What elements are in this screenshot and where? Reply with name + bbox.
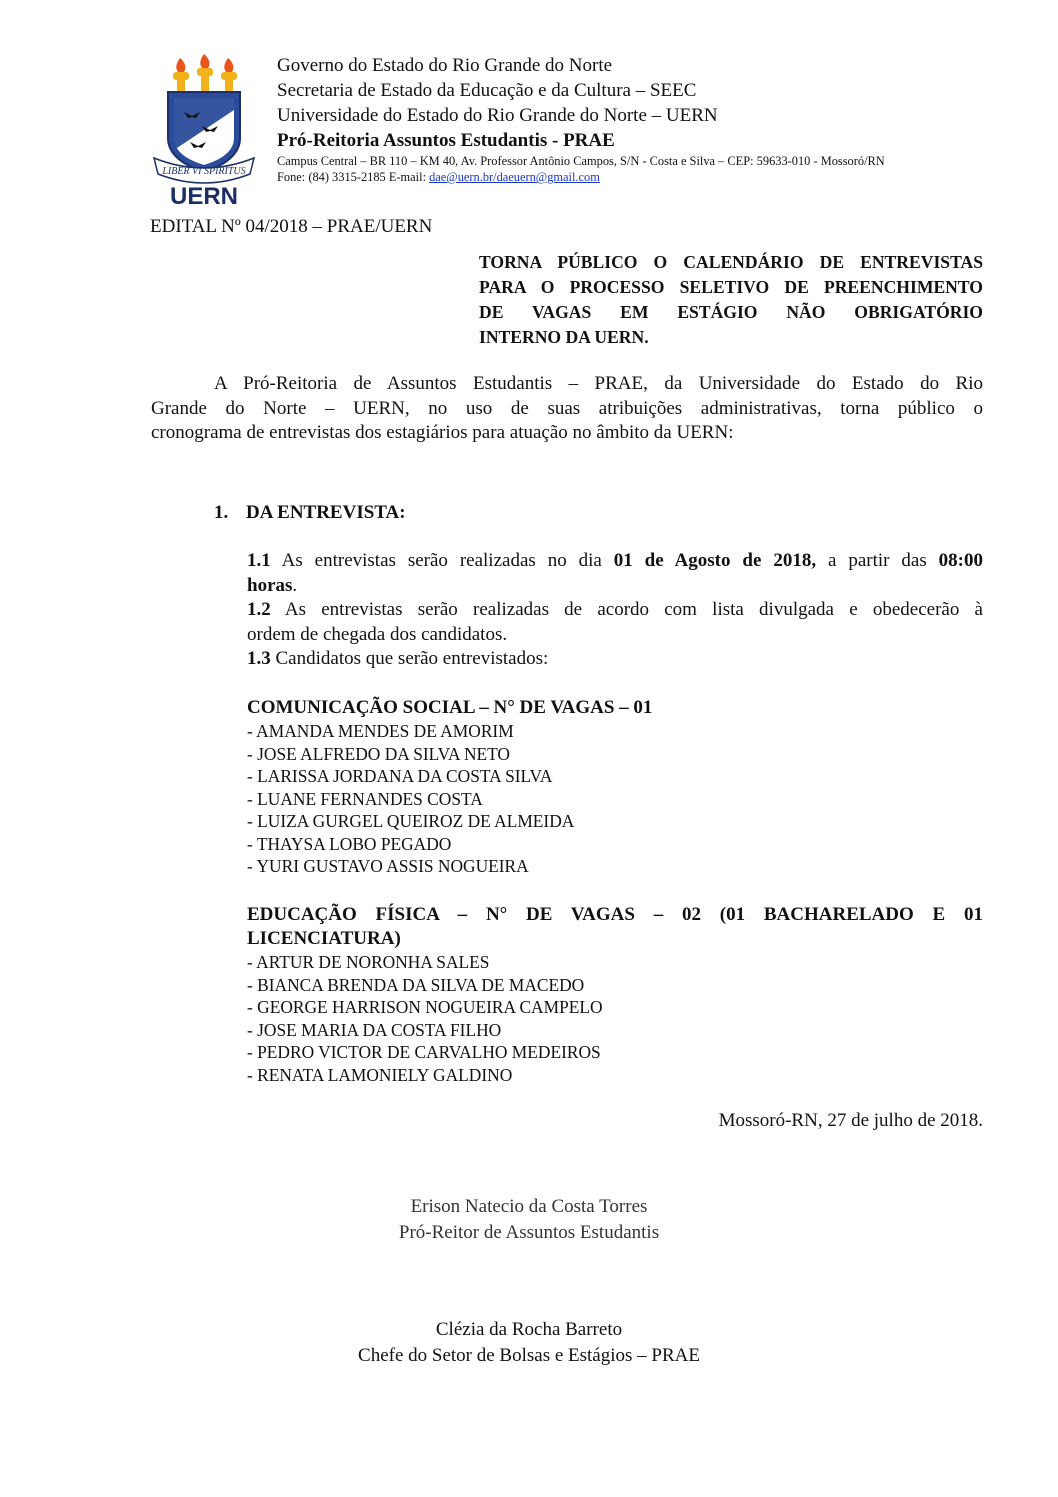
item-number: 1.1 bbox=[247, 550, 271, 571]
header-secretariat: Secretaria de Estado da Educação e da Cultura – SEEC bbox=[277, 80, 697, 101]
svg-text:UERN: UERN bbox=[169, 183, 239, 208]
candidate-name: - JOSE MARIA DA COSTA FILHO bbox=[247, 1019, 502, 1040]
candidate-name: - LARISSA JORDANA DA COSTA SILVA bbox=[247, 766, 553, 786]
candidate-name: - RENATA LAMONIELY GALDINO bbox=[247, 1064, 513, 1085]
candidate-name: - THAYSA LOBO PEGADO bbox=[247, 833, 452, 854]
header-government: Governo do Estado do Rio Grande do Norte bbox=[277, 55, 613, 76]
signatory-role: Chefe do Setor de Bolsas e Estágios – PRAE bbox=[358, 1345, 700, 1366]
candidate-name: - BIANCA BRENDA DA SILVA DE MACEDO bbox=[247, 974, 585, 995]
intro-line: Grande do Norte – UERN, no uso de suas atribuições administrativas, torna público o bbox=[151, 397, 983, 419]
item-1-1: 1.1 As entrevistas serão realizadas no dia 01 de Agosto de 2018, a partir das 08:00 bbox=[247, 550, 983, 571]
section-number: 1. bbox=[214, 502, 229, 523]
signatory-role: Pró-Reitor de Assuntos Estudantis bbox=[398, 1222, 660, 1243]
place-and-date: Mossoró-RN, 27 de julho de 2018. bbox=[718, 1110, 983, 1131]
uern-logo bbox=[150, 50, 258, 208]
subject-line: INTERNO DA UERN. bbox=[479, 327, 649, 347]
item-number: 1.3 bbox=[247, 648, 271, 669]
torch-middle bbox=[197, 54, 213, 91]
item-1-3: 1.3 Candidatos que serão entrevistados: bbox=[247, 648, 549, 669]
group-heading-comunicacao: COMUNICAÇÃO SOCIAL – N° DE VAGAS – 01 bbox=[247, 697, 653, 718]
signature-block-pro-reitor bbox=[0, 1194, 1058, 1246]
uern-crest-icon bbox=[150, 50, 258, 208]
interview-date: 01 de Agosto de 2018, bbox=[613, 550, 817, 571]
subject-line: PARA O PROCESSO SELETIVO DE PREENCHIMENTO bbox=[479, 277, 983, 297]
group-heading-educacao-fisica: EDUCAÇÃO FÍSICA – N° DE VAGAS – 02 (01 BACHARELADO E 01 LICENCIATURA) bbox=[247, 904, 983, 949]
item-1-2-cont: ordem de chegada dos candidatos. bbox=[247, 623, 508, 645]
interview-time: 08:00 bbox=[938, 550, 983, 571]
item-1-1-cont: horas. bbox=[247, 574, 298, 596]
intro-line: cronograma de entrevistas dos estagiários para atuação no âmbito da UERN: bbox=[151, 422, 734, 443]
interview-items bbox=[247, 549, 983, 672]
header-phone: Fone: (84) 3315-2185 E-mail: bbox=[277, 170, 430, 184]
torch-left bbox=[173, 58, 189, 93]
candidate-name: - ARTUR DE NORONHA SALES bbox=[247, 952, 490, 972]
candidate-name: - JOSE ALFREDO DA SILVA NETO bbox=[247, 743, 510, 764]
letterhead bbox=[277, 53, 997, 185]
candidate-name: - AMANDA MENDES DE AMORIM bbox=[247, 721, 514, 741]
header-university: Universidade do Estado do Rio Grande do Norte – UERN bbox=[277, 105, 718, 126]
item-number: 1.2 bbox=[247, 599, 271, 620]
header-prae: Pró-Reitoria Assuntos Estudantis - PRAE bbox=[277, 130, 615, 151]
candidate-name: - GEORGE HARRISON NOGUEIRA CAMPELO bbox=[247, 997, 603, 1017]
candidate-name: - LUIZA GURGEL QUEIROZ DE ALMEIDA bbox=[247, 811, 575, 831]
section-title: DA ENTREVISTA: bbox=[246, 502, 406, 523]
svg-text:LIBER VI SPIRITUS: LIBER VI SPIRITUS bbox=[162, 166, 246, 177]
candidate-name: - YURI GUSTAVO ASSIS NOGUEIRA bbox=[247, 856, 529, 876]
subject-line: TORNA PÚBLICO O CALENDÁRIO DE ENTREVISTAS bbox=[479, 252, 983, 272]
torch-right bbox=[221, 58, 237, 93]
header-address: Campus Central – BR 110 – KM 40, Av. Professor Antônio Campos, S/N - Costa e Silva – CEP: 59633-010 - Mossoró/RN bbox=[277, 154, 885, 168]
intro-line: A Pró-Reitoria de Assuntos Estudantis – PRAE, da Universidade do Estado do Rio bbox=[214, 373, 983, 394]
signature-block-chefe bbox=[0, 1317, 1058, 1369]
candidate-list-educacao-fisica bbox=[247, 951, 603, 1086]
signatory-name: Erison Natecio da Costa Torres bbox=[410, 1196, 648, 1217]
edital-subject bbox=[479, 250, 983, 350]
header-contact bbox=[277, 169, 997, 185]
email-link[interactable]: dae@uern.br/daeuern@gmail.com bbox=[429, 170, 600, 184]
candidate-name: - PEDRO VICTOR DE CARVALHO MEDEIROS bbox=[247, 1042, 601, 1062]
signatory-name: Clézia da Rocha Barreto bbox=[435, 1319, 623, 1340]
subject-line: DE VAGAS EM ESTÁGIO NÃO OBRIGATÓRIO bbox=[479, 302, 983, 322]
candidate-list-comunicacao bbox=[247, 720, 574, 878]
candidate-name: - LUANE FERNANDES COSTA bbox=[247, 788, 483, 809]
section-heading bbox=[214, 500, 406, 525]
edital-title: EDITAL Nº 04/2018 – PRAE/UERN bbox=[150, 216, 433, 237]
item-1-2: 1.2 As entrevistas serão realizadas de acordo com lista divulgada e obedecerão à bbox=[247, 599, 983, 620]
intro-paragraph bbox=[151, 372, 983, 446]
